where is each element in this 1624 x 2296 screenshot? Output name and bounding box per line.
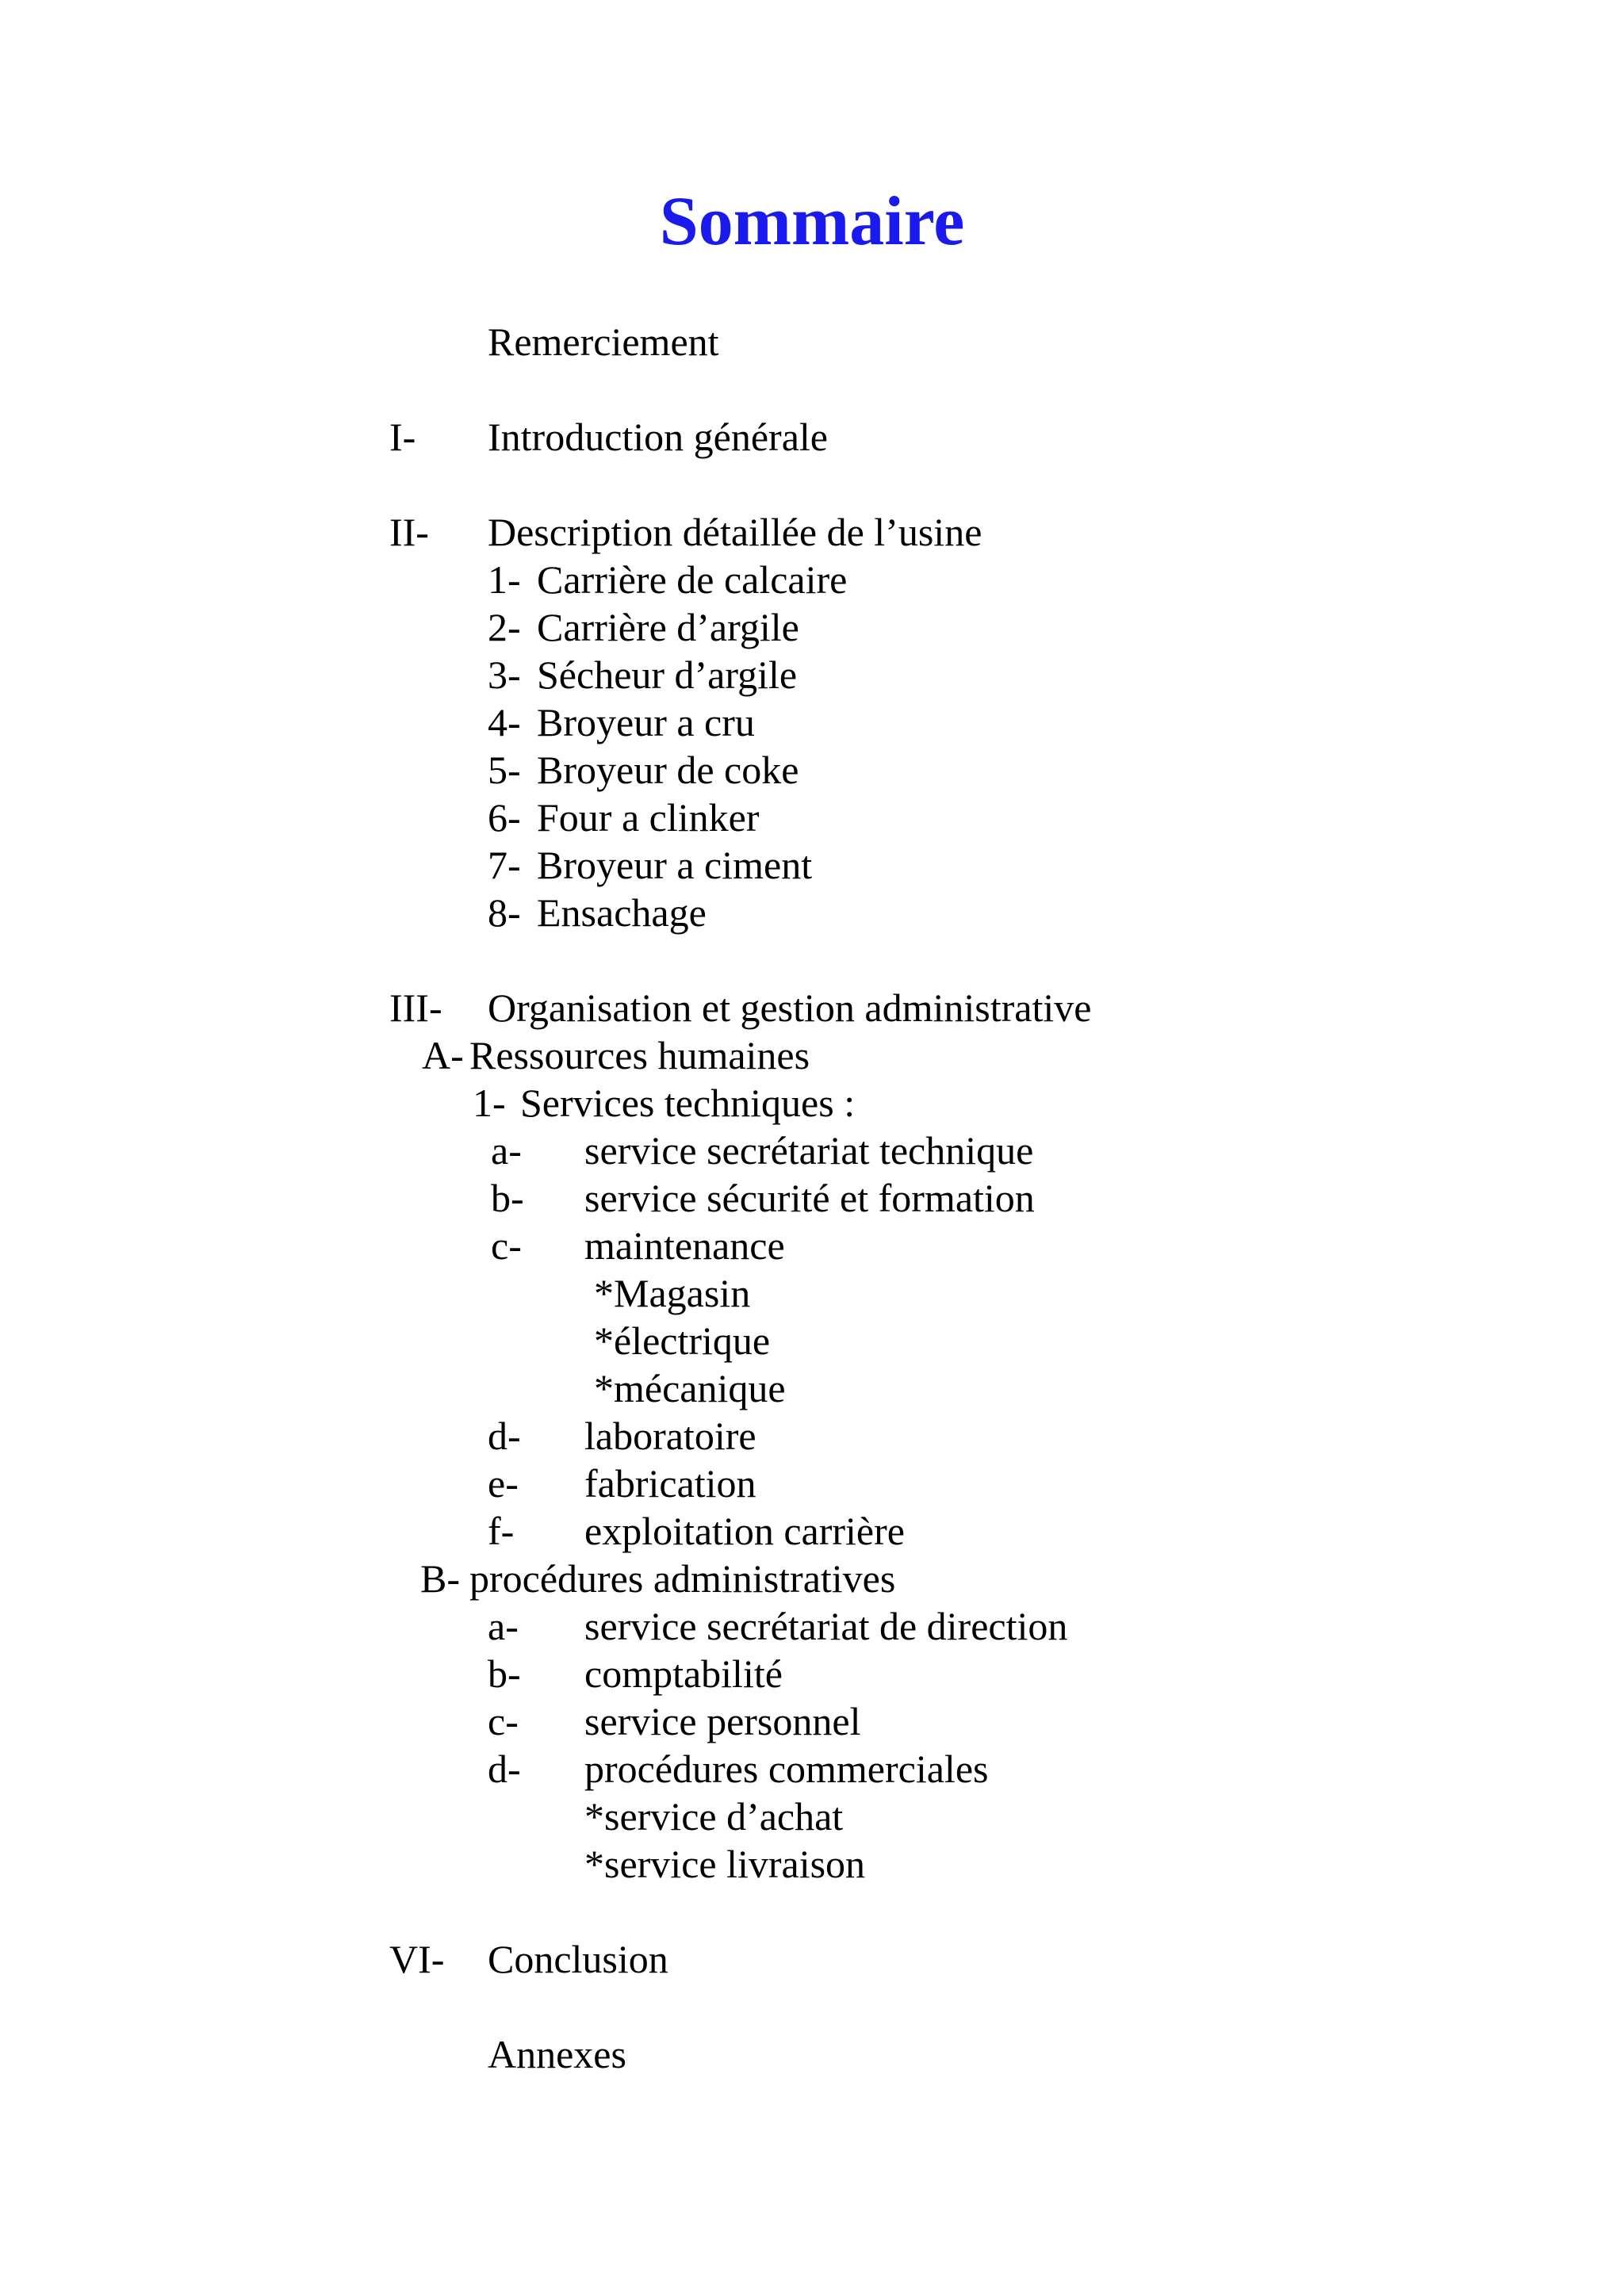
toc-item-label: service sécurité et formation bbox=[584, 1176, 1035, 1220]
toc-part-number: B- bbox=[420, 1556, 460, 1601]
toc-item-label: Carrière d’argile bbox=[537, 605, 799, 649]
toc-part-label: Ressources humaines bbox=[469, 1033, 810, 1077]
toc-item-letter: a- bbox=[491, 1128, 522, 1173]
toc-section-label: Organisation et gestion administrative bbox=[488, 985, 1092, 1030]
toc-item-label: laboratoire bbox=[584, 1414, 756, 1458]
toc-item-label: service secrétariat de direction bbox=[584, 1604, 1068, 1648]
toc-subpart-label: Services techniques : bbox=[520, 1081, 856, 1125]
toc-annexes: Annexes bbox=[488, 2032, 626, 2076]
toc-item-number: 6- bbox=[488, 795, 521, 840]
toc-item-letter: e- bbox=[488, 1461, 519, 1506]
toc-item-label: maintenance bbox=[584, 1223, 785, 1268]
toc-item-letter: b- bbox=[491, 1176, 524, 1220]
toc-item-letter: d- bbox=[488, 1414, 521, 1458]
toc-section-label: Description détaillée de l’usine bbox=[488, 510, 982, 554]
toc-section-number: III- bbox=[389, 985, 442, 1030]
toc-item-label: Broyeur a ciment bbox=[537, 843, 813, 887]
toc-item-label: comptabilité bbox=[584, 1651, 783, 1696]
toc-subitem-label: *service livraison bbox=[584, 1842, 866, 1886]
toc-item-number: 8- bbox=[488, 890, 521, 935]
toc-subitem-label: *électrique bbox=[594, 1318, 771, 1363]
toc-item-label: service personnel bbox=[584, 1699, 861, 1743]
toc-item-letter: f- bbox=[488, 1509, 515, 1553]
toc-item-letter: c- bbox=[488, 1699, 519, 1743]
toc-item-label: Broyeur de coke bbox=[537, 748, 799, 792]
page-title: Sommaire bbox=[659, 183, 965, 260]
toc-item-label: Ensachage bbox=[537, 890, 707, 935]
toc-section-number: II- bbox=[389, 510, 429, 554]
toc-item-label: exploitation carrière bbox=[584, 1509, 905, 1553]
toc-item-label: Four a clinker bbox=[537, 795, 760, 840]
toc-item-label: Sécheur d’argile bbox=[537, 652, 798, 697]
toc-item-label: procédures commerciales bbox=[584, 1747, 989, 1791]
toc-subitem-label: *service d’achat bbox=[584, 1794, 844, 1839]
toc-item-letter: d- bbox=[488, 1747, 521, 1791]
toc-subitem-label: *mécanique bbox=[594, 1366, 786, 1410]
toc-item-letter: c- bbox=[491, 1223, 522, 1268]
toc-item-label: service secrétariat technique bbox=[584, 1128, 1034, 1173]
toc-subitem-label: *Magasin bbox=[594, 1271, 751, 1315]
toc-section-label: Conclusion bbox=[488, 1937, 668, 1981]
toc-item-label: fabrication bbox=[584, 1461, 756, 1506]
toc-subpart-number: 1- bbox=[473, 1081, 506, 1125]
toc-part-number: A- bbox=[422, 1033, 464, 1077]
toc-item-label: Broyeur a cru bbox=[537, 700, 755, 744]
toc-item-letter: a- bbox=[488, 1604, 519, 1648]
toc-item-number: 5- bbox=[488, 748, 521, 792]
toc-remerciement: Remerciement bbox=[488, 320, 719, 364]
toc-section-number: VI- bbox=[389, 1937, 445, 1981]
toc-item-number: 4- bbox=[488, 700, 521, 744]
toc-item-number: 2- bbox=[488, 605, 521, 649]
toc-section-number: I- bbox=[389, 415, 416, 459]
toc-item-number: 1- bbox=[488, 557, 521, 602]
toc-section-label: Introduction générale bbox=[488, 415, 828, 459]
toc-item-number: 7- bbox=[488, 843, 521, 887]
toc-item-letter: b- bbox=[488, 1651, 521, 1696]
toc-part-label: procédures administratives bbox=[469, 1556, 896, 1601]
toc-item-label: Carrière de calcaire bbox=[537, 557, 848, 602]
toc-item-number: 3- bbox=[488, 652, 521, 697]
